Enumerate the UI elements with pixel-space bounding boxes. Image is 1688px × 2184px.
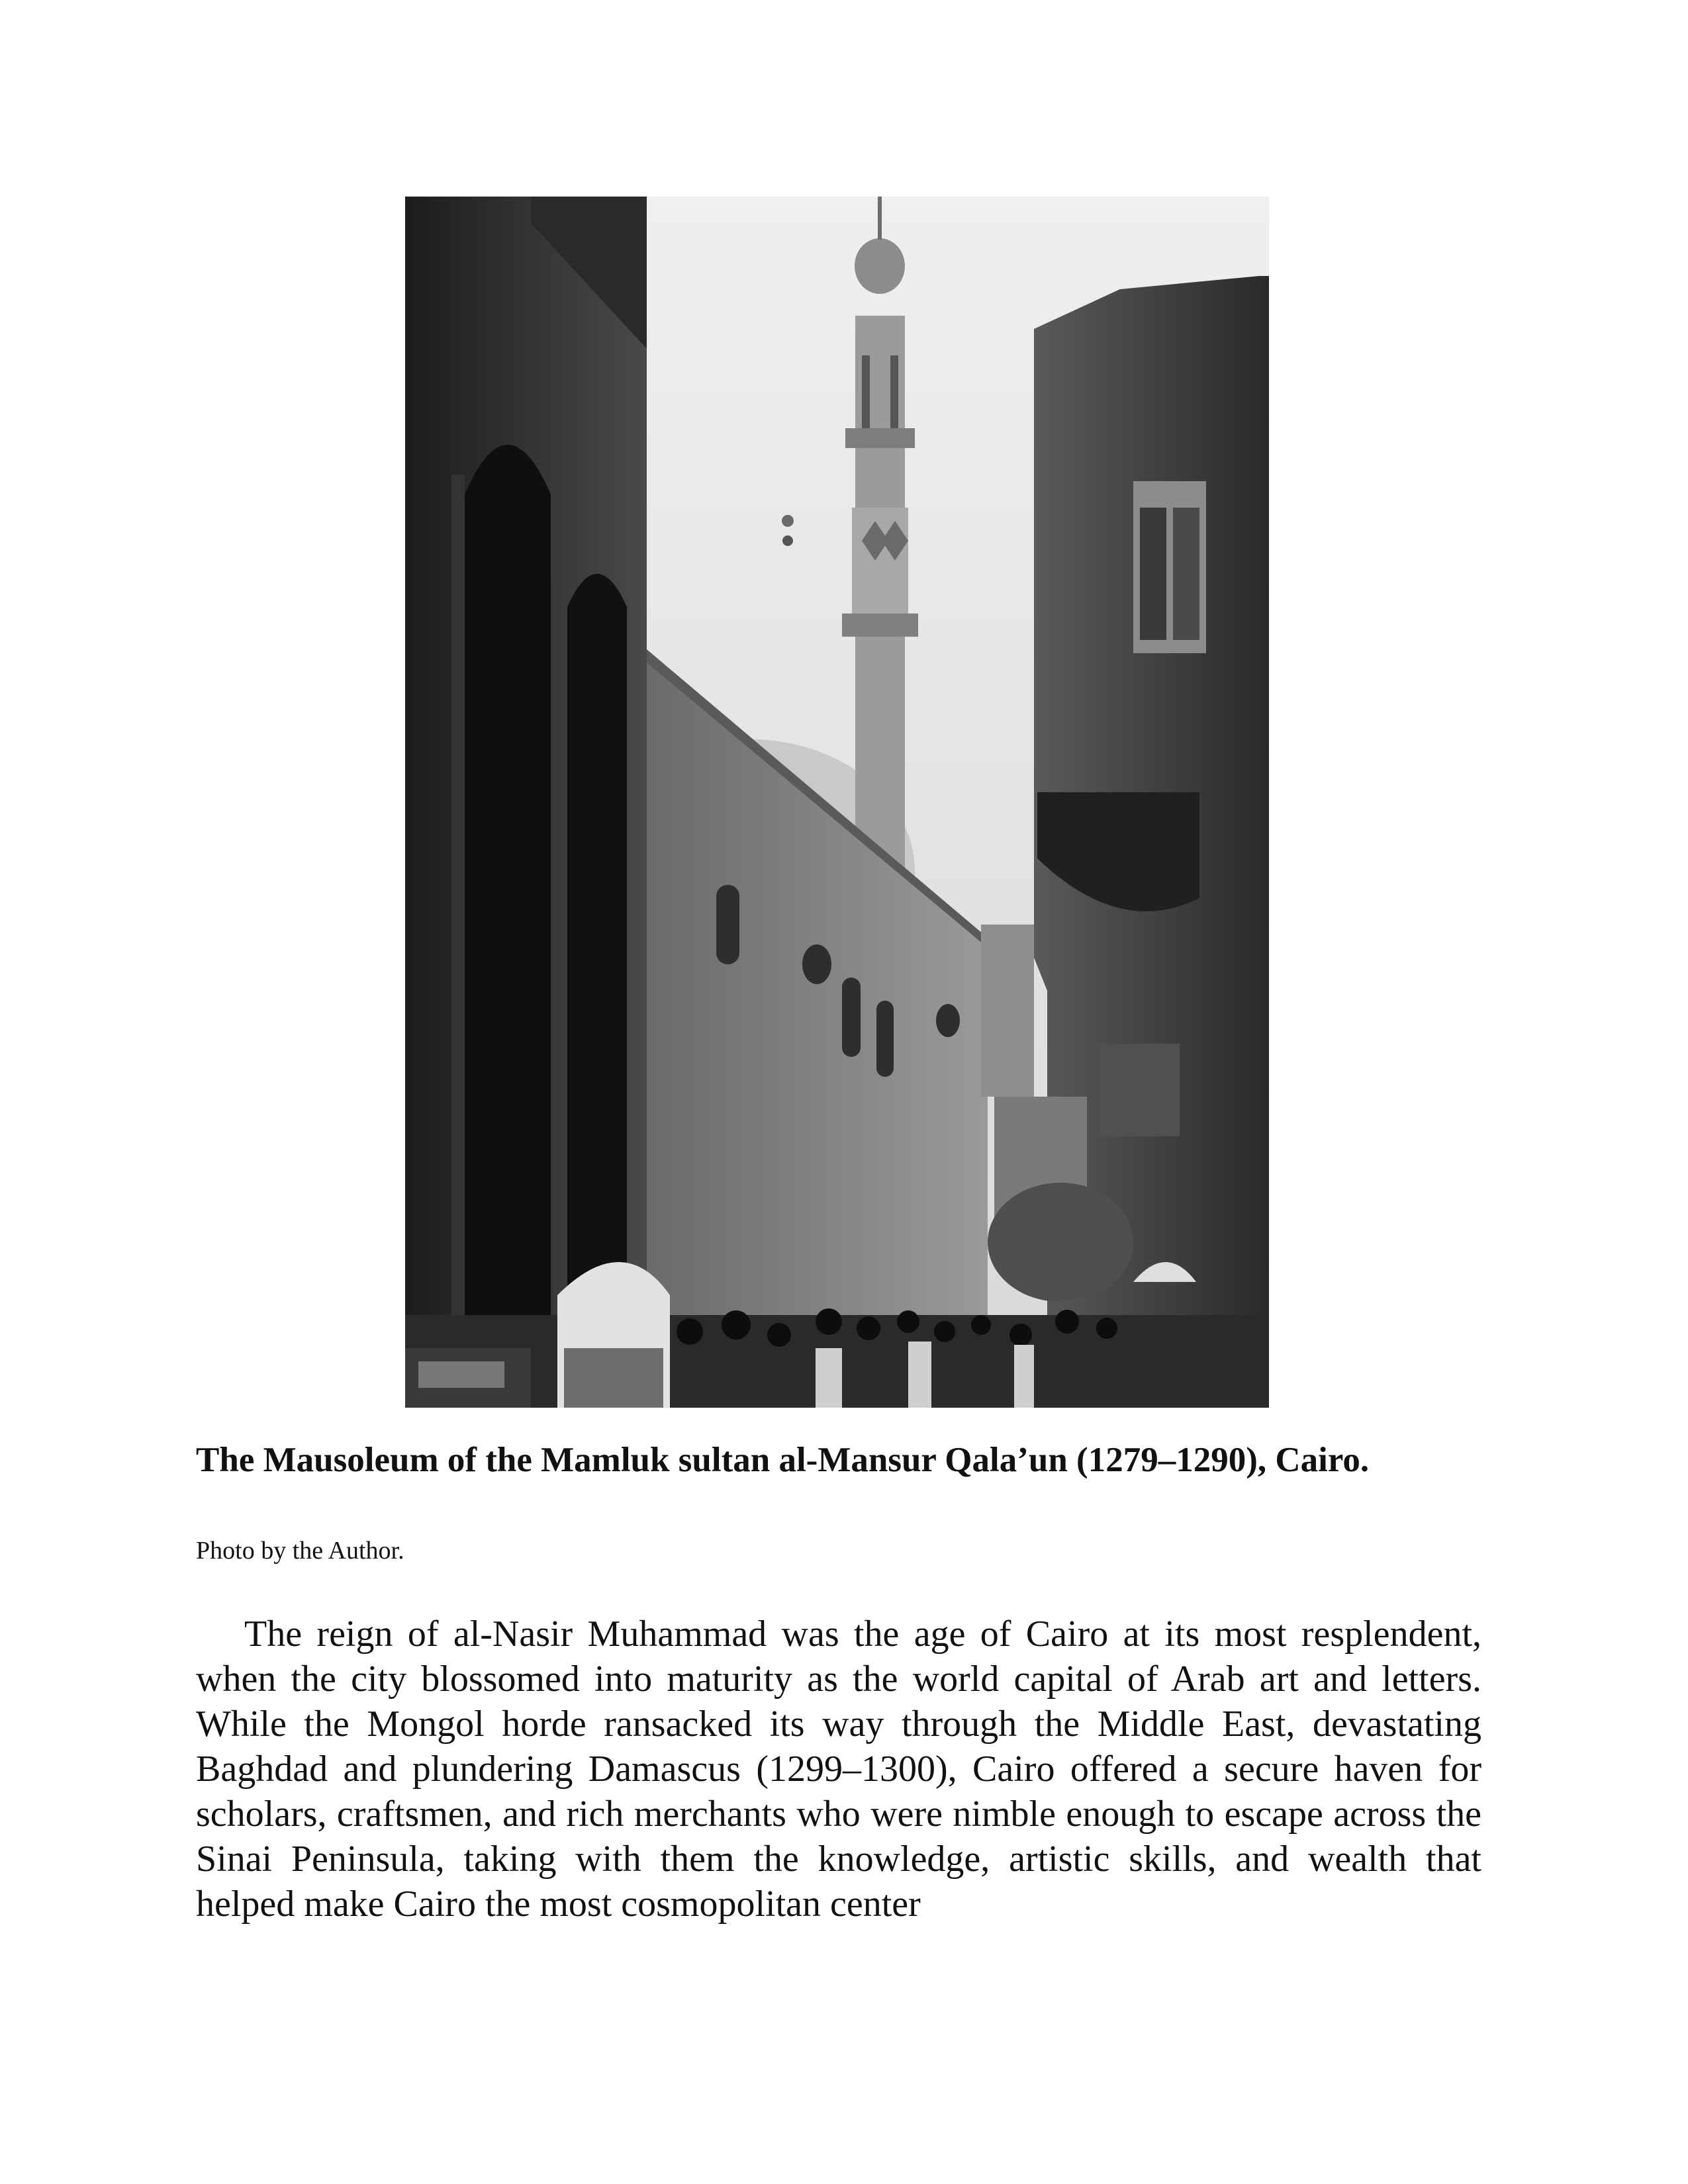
body-paragraph: The reign of al-Nasir Muhammad was the age of Cairo at its most resplendent, when the city blossomed into maturity as the world capital of Arab art and letters. While the Mongol horde ransacked its way through the Middle East, devastating Baghdad and plundering Damascus (1299–1300), Cairo offered a secure haven for scholars, craftsmen, and rich merchants who were nimble enough to escape across the Sinai Peninsula, taking with them the knowledge, artistic skills, and wealth that helped make Cairo the most cosmopolitan center bbox=[196, 1614, 1481, 1925]
mausoleum-photo bbox=[405, 197, 1269, 1408]
figure-caption-credit: Photo by the Author. bbox=[196, 1537, 404, 1565]
figure-caption-title: The Mausoleum of the Mamluk sultan al-Mansur Qala’un (1279–1290), Cairo. bbox=[196, 1441, 1370, 1479]
